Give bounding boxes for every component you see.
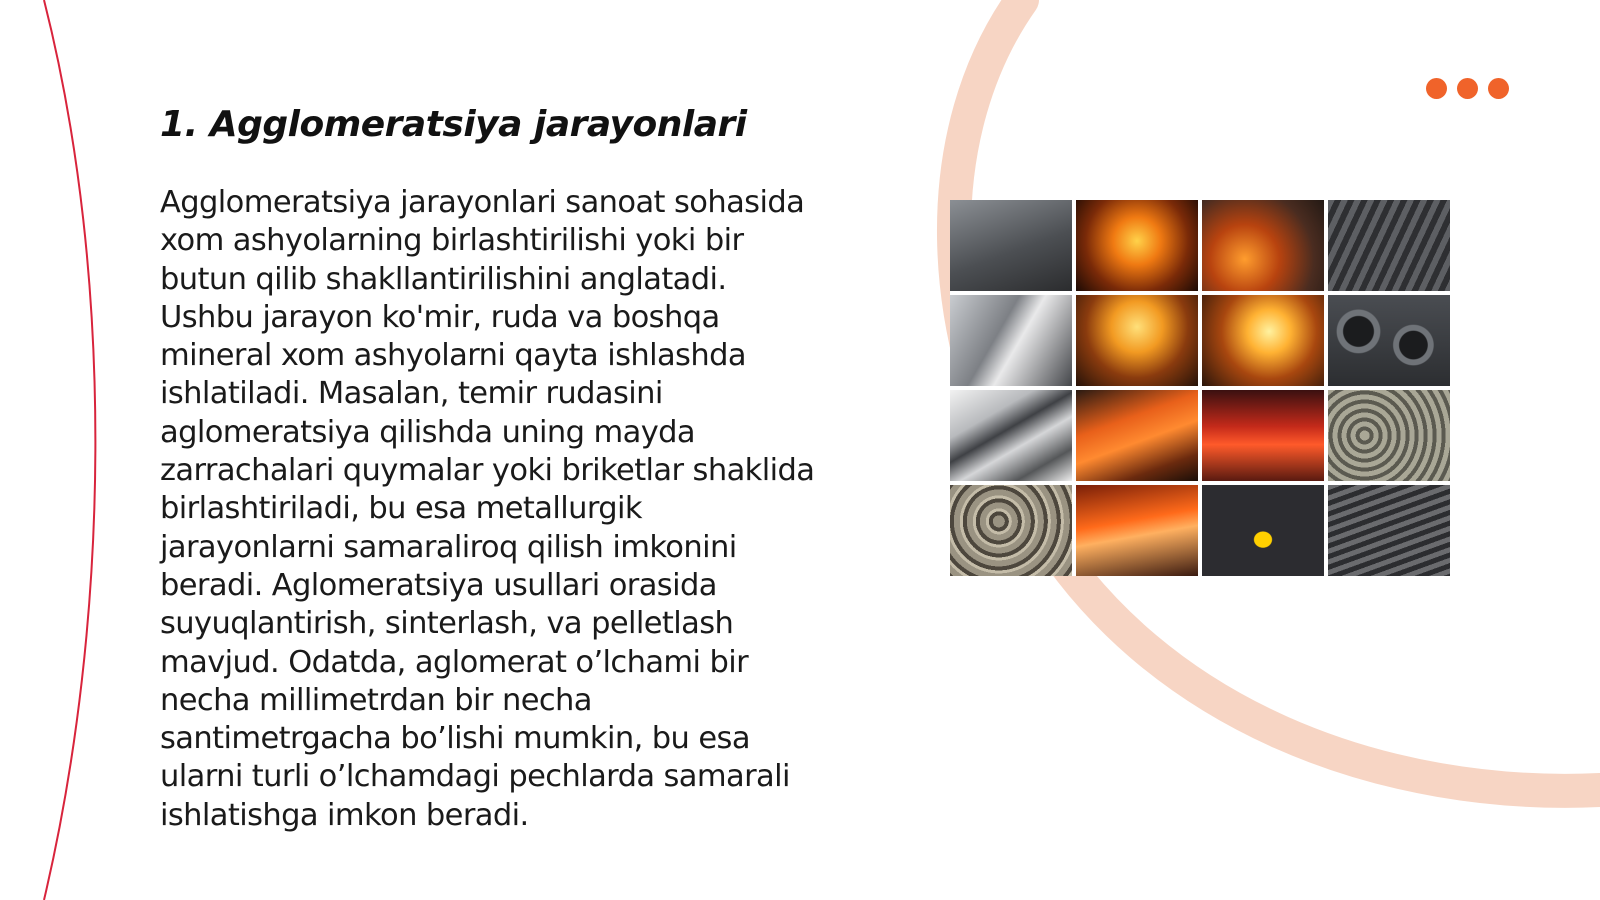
left-curve-line bbox=[44, 0, 95, 900]
photo-molten-steel bbox=[1202, 295, 1324, 386]
photo-rails bbox=[1328, 200, 1450, 291]
photo-nuts-bolts bbox=[950, 485, 1072, 576]
photo-foundry bbox=[1076, 295, 1198, 386]
photo-rods bbox=[1328, 390, 1450, 481]
photo-rolling-mill bbox=[1202, 390, 1324, 481]
photo-hot-slab bbox=[1076, 390, 1198, 481]
photo-glowing-billets bbox=[1076, 485, 1198, 576]
photo-rebar bbox=[1328, 485, 1450, 576]
dot-2 bbox=[1457, 78, 1478, 99]
photo-pipes bbox=[1328, 295, 1450, 386]
menu-dots-icon bbox=[1426, 78, 1509, 99]
dot-1 bbox=[1426, 78, 1447, 99]
slide-title: 1. Agglomeratsiya jarayonlari bbox=[160, 104, 747, 145]
photo-hot-rings bbox=[1202, 485, 1324, 576]
photo-furnace-fire bbox=[1076, 200, 1198, 291]
dot-3 bbox=[1488, 78, 1509, 99]
photo-molten-metal bbox=[1202, 200, 1324, 291]
slide-body-text: Agglomeratsiya jarayonlari sanoat sohasida xom ashyolarning birlashtirilishi yoki bir butun qilib shakllantirilishini anglatadi. Ushbu jarayon ko'mir, ruda va boshqa mineral xom ashyolarni qayta ishlashda ishlatiladi. Masalan, temir rudasini aglomeratsiya qilishda uning mayda zarrachalari quymalar yoki briketlar shaklida birlashtiriladi, bu esa metallurgik jarayonlarni samaraliroq qilish imkonini beradi. Aglomeratsiya usullari orasida suyuqlantirish, sinterlash, va pelletlash mavjud. Odatda, aglomerat o’lchami bir necha millimetrdan bir necha santimetrgacha bo’lishi mumkin, bu esa ularni turli o’lchamdagi pechlarda samarali ishlatishga imkon beradi. bbox=[160, 185, 815, 833]
photo-machinery bbox=[950, 295, 1072, 386]
metallurgy-photo-collage bbox=[950, 200, 1450, 576]
photo-steel-bars bbox=[950, 390, 1072, 481]
photo-mining-truck bbox=[950, 200, 1072, 291]
